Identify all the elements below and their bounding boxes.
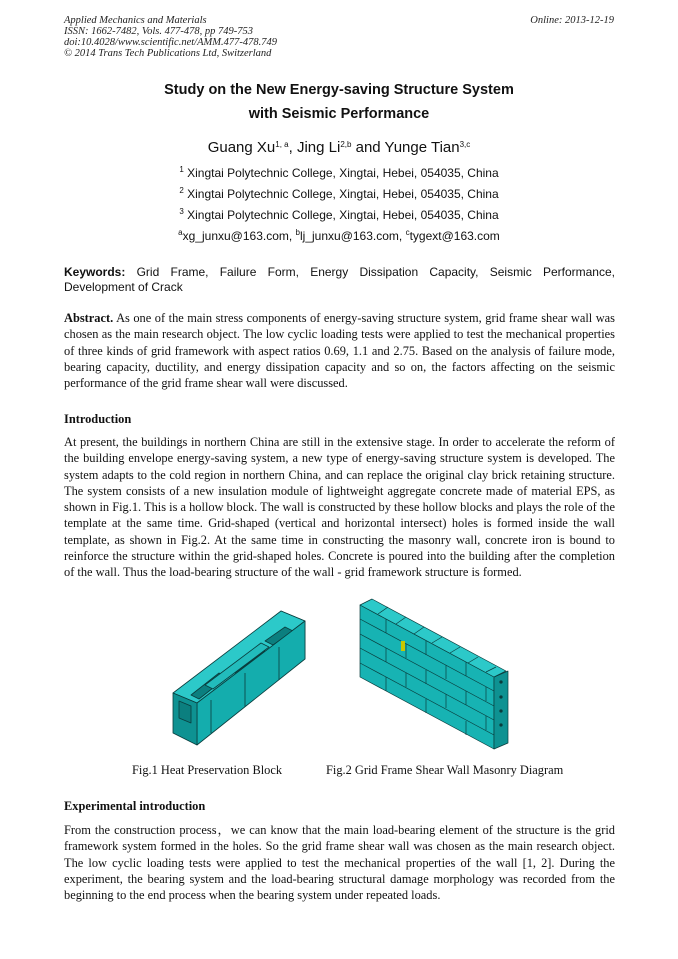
figure-2-grid-frame-wall (356, 597, 516, 755)
copyright-line: © 2014 Trans Tech Publications Ltd, Switzerland (64, 48, 272, 59)
paper-title-line-1: Study on the New Energy-saving Structure System (164, 82, 514, 98)
affiliation-2 (0, 186, 678, 201)
email-line (0, 228, 678, 243)
introduction-text: At present, the buildings in northern China are still in the extensive stage. In order to accelerate the reform of the building envelope energy-saving system, a new type of energy-saving structure system is developed. The system adapts to the cold region in northern China, and can replace the original clay brick retaining structure. The system consists of a new insulation module of lightweight aggregate concrete made of material EPS, as shown in Fig.1. This is a hollow block. The wall is constructed by these hollow blocks and plays the role of the template at the same time. Grid-shaped (vertical and horizontal intersect) holes is formed inside the wall template, as shown in Fig.2. At the same time in constructing the masonry wall, concrete iron is bound to reinforce the structure within the grid-shaped holes. Concrete is poured into the building after the completion of the wall. Thus the load-bearing structure of the wall - grid framework structure is formed. (64, 435, 615, 580)
author-sup: 2,b (340, 140, 352, 149)
author-name: Guang Xu (207, 139, 276, 156)
abstract-text: As one of the main stress components of energy-saving structure system, grid frame shear wall was chosen as the main research object. The low cyclic loading tests were applied to test the mechanical properties of three kinds of grid framework with aspect ratios 0.69, 1.1 and 2.75. Based on the analysis of failure mode, bearing capacity, ductility, and energy dissipation capacity and so on, the factors affecting on the seismic performance of the grid frame shear wall were discussed. (64, 311, 615, 391)
online-date: Online: 2013-12-19 (530, 15, 614, 26)
email-text: lj_junxu@163.com, (300, 229, 406, 243)
email-text: xg_junxu@163.com, (182, 229, 296, 243)
doi-line: doi:10.4028/www.scientific.net/AMM.477-478.749 (64, 37, 277, 48)
abstract-label: Abstract. (64, 311, 114, 325)
email-text: tygext@163.com (409, 229, 500, 243)
author-sup: 1, a (275, 140, 289, 149)
affiliation-text: Xingtai Polytechnic College, Xingtai, Hebei, 054035, China (187, 166, 499, 180)
author-name: Yunge Tian (384, 139, 460, 156)
paper-title-line-2: with Seismic Performance (248, 106, 430, 122)
figure-1-heat-preservation-block (165, 605, 310, 755)
affiliation-3 (0, 207, 678, 222)
affiliation-sup: 1 (179, 165, 184, 174)
email-sup: b (295, 228, 300, 237)
author-sep: and (351, 139, 385, 156)
author-list (0, 139, 678, 156)
figure-2-caption: Fig.2 Grid Frame Shear Wall Masonry Diagram (326, 763, 564, 777)
journal-name: Applied Mechanics and Materials (64, 15, 207, 26)
author-sup: 3,c (459, 140, 471, 149)
section-heading-experimental: Experimental introduction (64, 799, 206, 813)
affiliation-sup: 3 (179, 207, 184, 216)
abstract (64, 310, 615, 391)
keywords-text: Grid Frame, Failure Form, Energy Dissipation Capacity, Seismic Performance, Development of Crack (64, 265, 615, 294)
affiliation-1 (0, 165, 678, 180)
author-name: Jing Li (296, 139, 341, 156)
email-sup: a (178, 228, 183, 237)
experimental-text: From the construction process，we can know that the main load-bearing element of the structure is the grid framework system formed in the holes. So the grid frame shear wall was chosen as the main research object. The low cyclic loading tests were applied to test the mechanical properties of the wall [1, 2]. During the experiment, the bearing system and the load-bearing structural damage morphology was recorded from the beginning to the end process when the bearing system under repeated loads. (64, 823, 615, 903)
affiliation-sup: 2 (179, 186, 184, 195)
email-sup: c (405, 228, 410, 237)
keywords-label: Keywords: (64, 265, 126, 279)
issn-line: ISSN: 1662-7482, Vols. 477-478, pp 749-753 (64, 26, 253, 37)
affiliation-text: Xingtai Polytechnic College, Xingtai, Hebei, 054035, China (187, 187, 499, 201)
figure-1-caption: Fig.1 Heat Preservation Block (132, 763, 283, 777)
keywords (64, 265, 615, 295)
section-heading-introduction: Introduction (64, 412, 132, 426)
affiliation-text: Xingtai Polytechnic College, Xingtai, Hebei, 054035, China (187, 208, 499, 222)
author-sep: , (288, 139, 297, 156)
